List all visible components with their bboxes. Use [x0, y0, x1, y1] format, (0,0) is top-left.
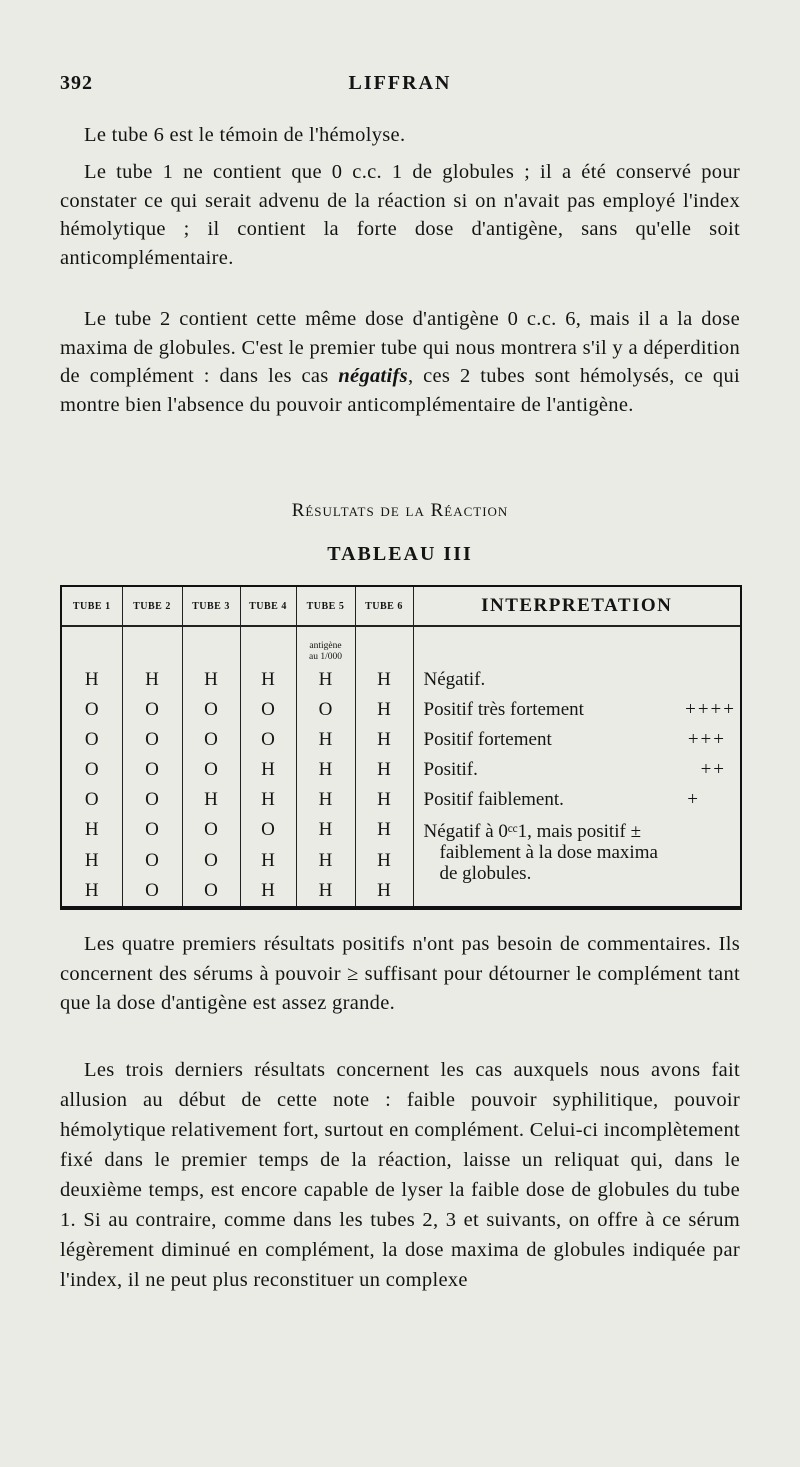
column-header: TUBE 5	[296, 587, 355, 626]
table-cell: O	[62, 785, 122, 815]
table-cell: O	[122, 725, 182, 755]
table-cell: H	[355, 876, 413, 906]
table-row	[62, 725, 740, 755]
grouped-interpretation-line2: faiblement à la dose maxima	[439, 842, 658, 864]
tube5-note	[296, 626, 355, 665]
table-cell: H	[355, 785, 413, 815]
table-cell: H	[296, 846, 355, 876]
paragraph-tube-1: Le tube 1 ne contient que 0 c.c. 1 de globules ; il a été conservé pour constater ce qui serait advenu de la réaction si on n'avait pas employé l'index hémolytique ; il contient la forte dose d'antigène, sans qu'elle soit anticomplémentaire.	[60, 161, 740, 269]
table-cell: H	[355, 846, 413, 876]
table-row	[62, 785, 740, 815]
emphasis-negatifs: négatifs	[338, 365, 408, 388]
table-cell: H	[296, 755, 355, 785]
interpretation-text: Positif faiblement.	[423, 789, 564, 811]
table-cell: O	[122, 785, 182, 815]
paragraph-tube-2	[60, 305, 740, 419]
interpretation-text: Négatif.	[423, 668, 486, 690]
table-cell: O	[62, 695, 122, 725]
interpretation-cell	[413, 785, 740, 815]
interpretation-sign: ++++	[685, 698, 736, 720]
section-heading: Résultats de la Réaction	[291, 500, 509, 521]
grouped-interpretation-line3: de globules.	[439, 863, 532, 885]
table-cell: H	[182, 785, 240, 815]
interpretation-cell	[413, 665, 740, 695]
table-cell: H	[240, 846, 296, 876]
table-cell: O	[182, 846, 240, 876]
table-cell: O	[240, 725, 296, 755]
table-cell: H	[240, 755, 296, 785]
table-cell: H	[62, 876, 122, 906]
table-cell: H	[296, 725, 355, 755]
interpretation-sign: +	[687, 789, 700, 811]
table-row	[62, 755, 740, 785]
table-cell: H	[240, 876, 296, 906]
tube5-note-line2: au 1/000	[309, 651, 342, 662]
table-cell: O	[296, 695, 355, 725]
page-number: 392	[60, 72, 93, 94]
paragraph-tube-6: Le tube 6 est le témoin de l'hémolyse.	[84, 124, 406, 146]
grouped-interpretation	[413, 815, 740, 906]
table-note-row	[62, 626, 740, 665]
table-cell: O	[240, 815, 296, 845]
table-cell: O	[182, 815, 240, 845]
table-row	[62, 815, 740, 845]
table-cell: O	[122, 876, 182, 906]
table-cell: H	[355, 665, 413, 695]
paragraph-tube-2-text-b: , ces 2 tubes sont hémolysés, ce qui montre bien l'absence du pouvoir anticomplémentaire de l'antigène.	[60, 365, 741, 416]
table-cell: H	[296, 815, 355, 845]
paragraph-tube-2-text-a: Le tube 2 contient cette même dose d'antigène 0 c.c. 6, mais il a la dose maxima de globules. C'est le premier tube qui nous montrera s'il y a déperdition de complément : dans les cas	[60, 308, 740, 388]
column-header: TUBE 6	[355, 587, 413, 626]
table-cell: O	[182, 876, 240, 906]
tube5-note-line1: antigène	[309, 640, 342, 651]
interpretation-sign: +++	[687, 728, 726, 750]
table-cell: H	[240, 785, 296, 815]
grouped-interpretation-line1: Négatif à 0ᶜᶜ1, mais positif ±	[423, 821, 641, 843]
interpretation-text: Positif très fortement	[423, 698, 584, 720]
table-cell: H	[240, 665, 296, 695]
table-cell: O	[62, 725, 122, 755]
table-cell: H	[296, 785, 355, 815]
column-header-interpretation: INTERPRETATION	[413, 587, 740, 626]
column-header: TUBE 3	[182, 587, 240, 626]
results-table	[60, 585, 742, 910]
table-cell: H	[62, 846, 122, 876]
table-cell: O	[122, 695, 182, 725]
table-cell: H	[296, 876, 355, 906]
interpretation-cell	[413, 755, 740, 785]
table-cell: O	[182, 755, 240, 785]
table-header-row	[62, 587, 740, 626]
table-cell: H	[355, 755, 413, 785]
running-head	[60, 72, 740, 102]
paragraph-three-results: Les trois derniers résultats concernent les cas auxquels nous avons fait allusion au début de cette note : faible pouvoir syphilitique, pouvoir hémolytique relativement fort, surtout en complément. Celui-ci incomplètement fixé dans le premier temps de la réaction, laisse un reliquat qui, dans le deuxième temps, est encore capable de lyser la faible dose de globules du tube 1. Si au contraire, comme dans les tubes 2, 3 et suivants, on offre à ce sérum légèrement diminué en complément, la dose maxima de globules indiquée par l'index, il ne peut plus reconstituer un complexe	[60, 1059, 740, 1291]
table-cell: H	[122, 665, 182, 695]
table-cell: O	[182, 725, 240, 755]
table-cell: H	[355, 695, 413, 725]
table-cell: O	[122, 846, 182, 876]
paragraph-four-results: Les quatre premiers résultats positifs n'ont pas besoin de commentaires. Ils concernent des sérums à pouvoir ≥ suffisant pour détourner le complément tant que la dose d'antigène est assez grande.	[60, 933, 740, 1014]
table-cell: H	[62, 815, 122, 845]
table-title: TABLEAU III	[327, 543, 473, 565]
interpretation-text: Positif fortement	[423, 728, 552, 750]
interpretation-sign: ++	[700, 759, 726, 781]
interpretation-cell	[413, 695, 740, 725]
table-cell: O	[182, 695, 240, 725]
running-title: LIFFRAN	[348, 72, 452, 94]
table-cell: H	[296, 665, 355, 695]
interpretation-cell	[413, 725, 740, 755]
table-cell: H	[355, 815, 413, 845]
table-cell: H	[62, 665, 122, 695]
interpretation-text: Positif.	[423, 759, 478, 781]
table-cell: H	[355, 725, 413, 755]
column-header: TUBE 4	[240, 587, 296, 626]
table-cell: O	[122, 755, 182, 785]
table-cell: O	[62, 755, 122, 785]
table-cell: O	[240, 695, 296, 725]
table-cell: O	[122, 815, 182, 845]
table-row	[62, 695, 740, 725]
column-header: TUBE 1	[62, 587, 122, 626]
column-header: TUBE 2	[122, 587, 182, 626]
table-row	[62, 665, 740, 695]
table-cell: H	[182, 665, 240, 695]
